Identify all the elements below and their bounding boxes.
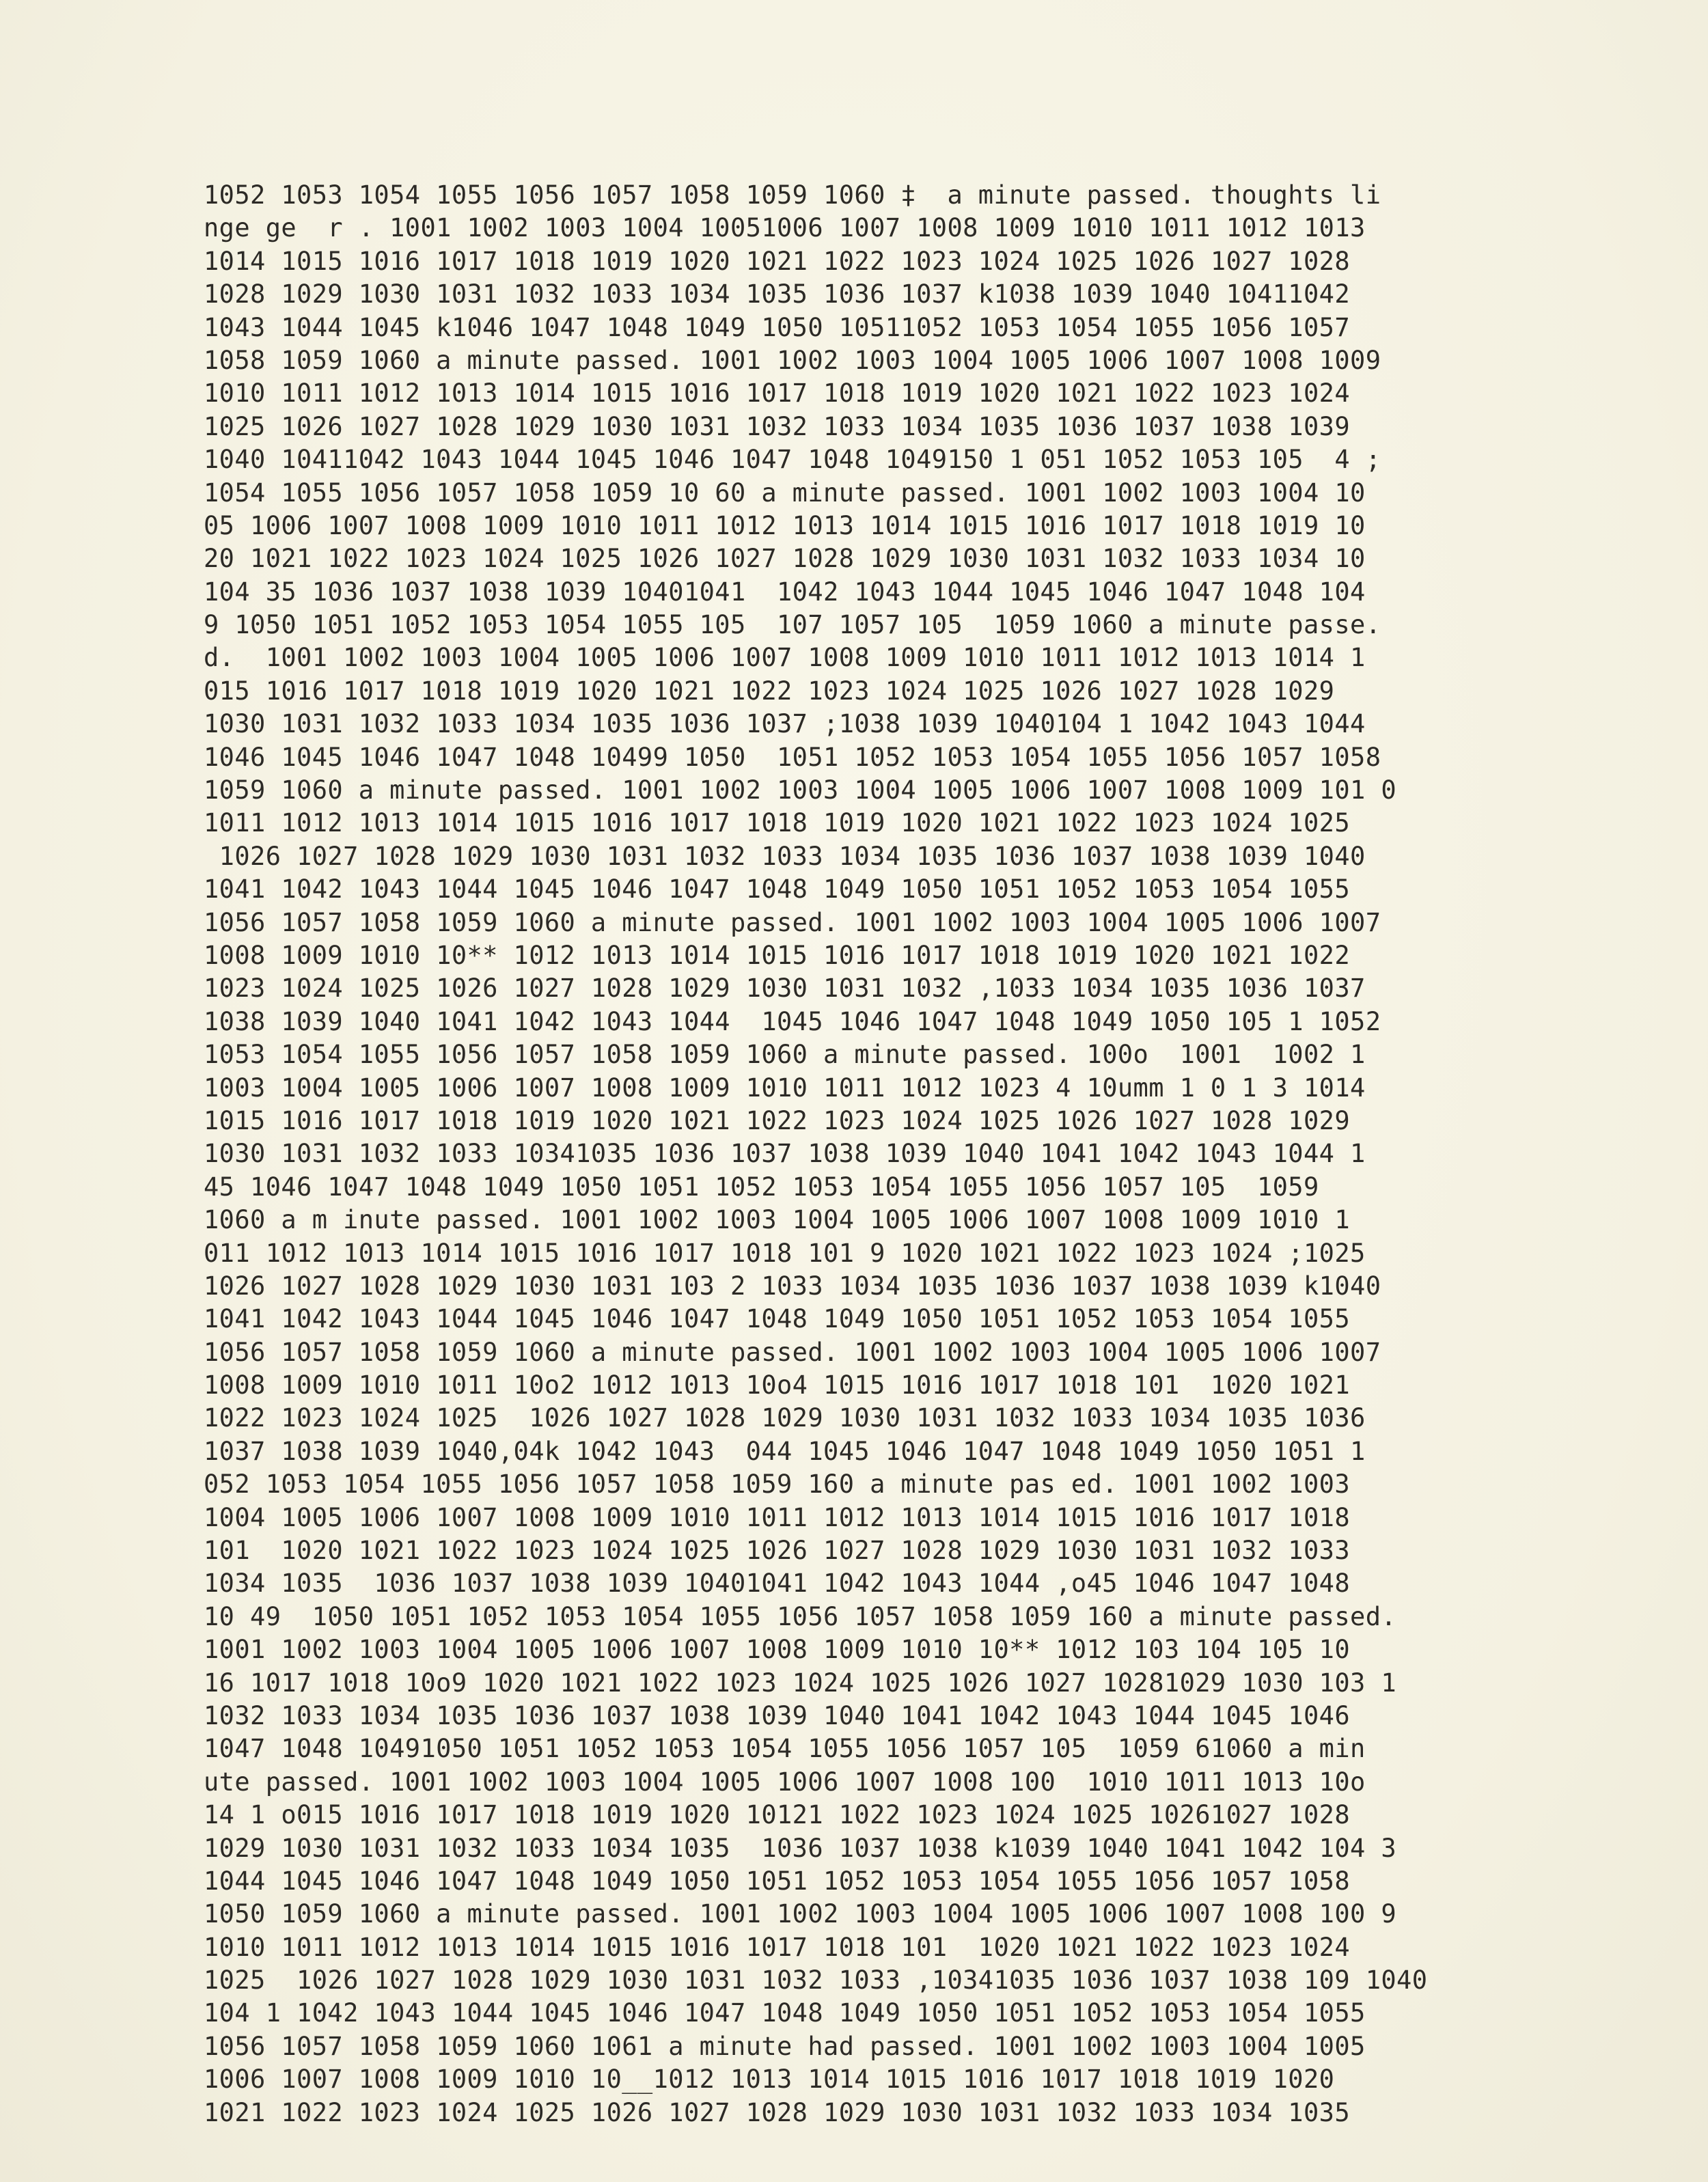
typed-line: 1030 1031 1032 1033 1034 1035 1036 1037 ;1038 1039 1040104 1 1042 1043 1044: [204, 709, 1366, 739]
typed-line: 1028 1029 1030 1031 1032 1033 1034 1035 1036 1037 k1038 1039 1040 10411042: [204, 279, 1351, 309]
typed-line: 1030 1031 1032 1033 10341035 1036 1037 1038 1039 1040 1041 1042 1043 1044 1: [204, 1139, 1366, 1169]
typed-line: 1010 1011 1012 1013 1014 1015 1016 1017 1018 1019 1020 1021 1022 1023 1024: [204, 378, 1351, 409]
typed-line: 1026 1027 1028 1029 1030 1031 1032 1033 1034 1035 1036 1037 1038 1039 1040: [204, 841, 1366, 871]
typed-text-block: [204, 179, 1570, 2129]
typed-line: 1037 1038 1039 1040,04k 1042 1043 044 1045 1046 1047 1048 1049 1050 1051 1: [204, 1436, 1366, 1466]
typed-line: 1006 1007 1008 1009 1010 10__1012 1013 1014 1015 1016 1017 1018 1019 1020: [204, 2064, 1335, 2095]
typed-line: 1034 1035 1036 1037 1038 1039 10401041 1042 1043 1044 ,o45 1046 1047 1048: [204, 1569, 1351, 1599]
typed-line: 1043 1044 1045 k1046 1047 1048 1049 1050 10511052 1053 1054 1055 1056 1057: [204, 312, 1351, 342]
typed-line: 16 1017 1018 10o9 1020 1021 1022 1023 1024 1025 1026 1027 10281029 1030 103 1: [204, 1668, 1397, 1698]
typed-line: 1010 1011 1012 1013 1014 1015 1016 1017 1018 101 1020 1021 1022 1023 1024: [204, 1932, 1351, 1962]
typed-line: ute passed. 1001 1002 1003 1004 1005 1006 1007 1008 100 1010 1011 1013 10o: [204, 1767, 1366, 1797]
typed-line: 20 1021 1022 1023 1024 1025 1026 1027 1028 1029 1030 1031 1032 1033 1034 10: [204, 544, 1366, 574]
typed-line: 052 1053 1054 1055 1056 1057 1058 1059 160 a minute pas ed. 1001 1002 1003: [204, 1469, 1351, 1500]
typed-line: nge ge r . 1001 1002 1003 1004 10051006 1007 1008 1009 1010 1011 1012 1013: [204, 213, 1366, 243]
typed-line: 1026 1027 1028 1029 1030 1031 103 2 1033 1034 1035 1036 1037 1038 1039 k1040: [204, 1271, 1381, 1301]
typed-line: 1008 1009 1010 1011 10o2 1012 1013 10o4 1015 1016 1017 1018 101 1020 1021: [204, 1370, 1351, 1400]
typed-line: 1032 1033 1034 1035 1036 1037 1038 1039 1040 1041 1042 1043 1044 1045 1046: [204, 1700, 1351, 1730]
typed-line: 1053 1054 1055 1056 1057 1058 1059 1060 a minute passed. 100o 1001 1002 1: [204, 1040, 1366, 1070]
typed-line: 1015 1016 1017 1018 1019 1020 1021 1022 1023 1024 1025 1026 1027 1028 1029: [204, 1105, 1351, 1135]
typed-line: 45 1046 1047 1048 1049 1050 1051 1052 1053 1054 1055 1056 1057 105 1059: [204, 1172, 1319, 1202]
typed-line: 1050 1059 1060 a minute passed. 1001 1002 1003 1004 1005 1006 1007 1008 100 9: [204, 1899, 1397, 1929]
typed-line: 1058 1059 1060 a minute passed. 1001 1002 1003 1004 1005 1006 1007 1008 1009: [204, 345, 1381, 375]
typed-line: 011 1012 1013 1014 1015 1016 1017 1018 101 9 1020 1021 1022 1023 1024 ;1025: [204, 1238, 1366, 1268]
typed-line: 14 1 o015 1016 1017 1018 1019 1020 10121 1022 1023 1024 1025 10261027 1028: [204, 1800, 1351, 1830]
typed-line: 1059 1060 a minute passed. 1001 1002 1003 1004 1005 1006 1007 1008 1009 101 0: [204, 775, 1397, 805]
typed-line: 1025 1026 1027 1028 1029 1030 1031 1032 1033 ,10341035 1036 1037 1038 109 1040: [204, 1965, 1428, 1995]
typed-line: 1021 1022 1023 1024 1025 1026 1027 1028 1029 1030 1031 1032 1033 1034 1035: [204, 2097, 1351, 2127]
typed-line: 9 1050 1051 1052 1053 1054 1055 105 107 1057 105 1059 1060 a minute passe.: [204, 610, 1381, 640]
typed-line: 1014 1015 1016 1017 1018 1019 1020 1021 1022 1023 1024 1025 1026 1027 1028: [204, 246, 1351, 276]
typed-line: 1041 1042 1043 1044 1045 1046 1047 1048 1049 1050 1051 1052 1053 1054 1055: [204, 1304, 1351, 1334]
typed-line: 1003 1004 1005 1006 1007 1008 1009 1010 1011 1012 1023 4 10umm 1 0 1 3 1014: [204, 1073, 1366, 1103]
typed-line: 1038 1039 1040 1041 1042 1043 1044 1045 1046 1047 1048 1049 1050 105 1 1052: [204, 1006, 1381, 1036]
typed-line: 1056 1057 1058 1059 1060 a minute passed. 1001 1002 1003 1004 1005 1006 1007: [204, 907, 1381, 937]
typed-line: 1040 10411042 1043 1044 1045 1046 1047 1048 1049150 1 051 1052 1053 105 4 ;: [204, 445, 1381, 475]
typed-line: 10 49 1050 1051 1052 1053 1054 1055 1056 1057 1058 1059 160 a minute passed.: [204, 1601, 1397, 1631]
typed-line: 1056 1057 1058 1059 1060 1061 a minute had passed. 1001 1002 1003 1004 1005: [204, 2031, 1366, 2061]
typed-line: 1023 1024 1025 1026 1027 1028 1029 1030 1031 1032 ,1033 1034 1035 1036 1037: [204, 973, 1366, 1004]
typed-line: 1060 a m inute passed. 1001 1002 1003 1004 1005 1006 1007 1008 1009 1010 1: [204, 1205, 1351, 1235]
typed-line: 1011 1012 1013 1014 1015 1016 1017 1018 1019 1020 1021 1022 1023 1024 1025: [204, 808, 1351, 838]
typed-line: 1001 1002 1003 1004 1005 1006 1007 1008 1009 1010 10** 1012 103 104 105 10: [204, 1635, 1351, 1665]
typed-line: 05 1006 1007 1008 1009 1010 1011 1012 1013 1014 1015 1016 1017 1018 1019 10: [204, 510, 1366, 540]
typed-line: 1008 1009 1010 10** 1012 1013 1014 1015 1016 1017 1018 1019 1020 1021 1022: [204, 940, 1351, 970]
typed-line: 1046 1045 1046 1047 1048 10499 1050 1051 1052 1053 1054 1055 1056 1057 1058: [204, 742, 1381, 772]
typed-line: 104 1 1042 1043 1044 1045 1046 1047 1048 1049 1050 1051 1052 1053 1054 1055: [204, 1998, 1366, 2028]
typed-line: 1041 1042 1043 1044 1045 1046 1047 1048 1049 1050 1051 1052 1053 1054 1055: [204, 874, 1351, 904]
typed-line: 1004 1005 1006 1007 1008 1009 1010 1011 1012 1013 1014 1015 1016 1017 1018: [204, 1502, 1351, 1532]
typed-line: 015 1016 1017 1018 1019 1020 1021 1022 1023 1024 1025 1026 1027 1028 1029: [204, 676, 1335, 706]
typed-line: d. 1001 1002 1003 1004 1005 1006 1007 1008 1009 1010 1011 1012 1013 1014 1: [204, 643, 1366, 673]
typed-line: 1044 1045 1046 1047 1048 1049 1050 1051 1052 1053 1054 1055 1056 1057 1058: [204, 1866, 1351, 1896]
typed-line: 1025 1026 1027 1028 1029 1030 1031 1032 1033 1034 1035 1036 1037 1038 1039: [204, 411, 1351, 441]
typed-line: 1054 1055 1056 1057 1058 1059 10 60 a minute passed. 1001 1002 1003 1004 10: [204, 478, 1366, 508]
typed-line: 101 1020 1021 1022 1023 1024 1025 1026 1027 1028 1029 1030 1031 1032 1033: [204, 1536, 1351, 1566]
typed-line: 1022 1023 1024 1025 1026 1027 1028 1029 1030 1031 1032 1033 1034 1035 1036: [204, 1403, 1366, 1433]
typed-line: 104 35 1036 1037 1038 1039 10401041 1042 1043 1044 1045 1046 1047 1048 104: [204, 577, 1366, 607]
typed-line: 1029 1030 1031 1032 1033 1034 1035 1036 1037 1038 k1039 1040 1041 1042 104 3: [204, 1833, 1397, 1863]
typed-line: 1052 1053 1054 1055 1056 1057 1058 1059 1060 ‡ a minute passed. thoughts li: [204, 180, 1381, 210]
typed-line: 1047 1048 10491050 1051 1052 1053 1054 1055 1056 1057 105 1059 61060 a min: [204, 1734, 1366, 1764]
typed-line: 1056 1057 1058 1059 1060 a minute passed. 1001 1002 1003 1004 1005 1006 1007: [204, 1337, 1381, 1367]
